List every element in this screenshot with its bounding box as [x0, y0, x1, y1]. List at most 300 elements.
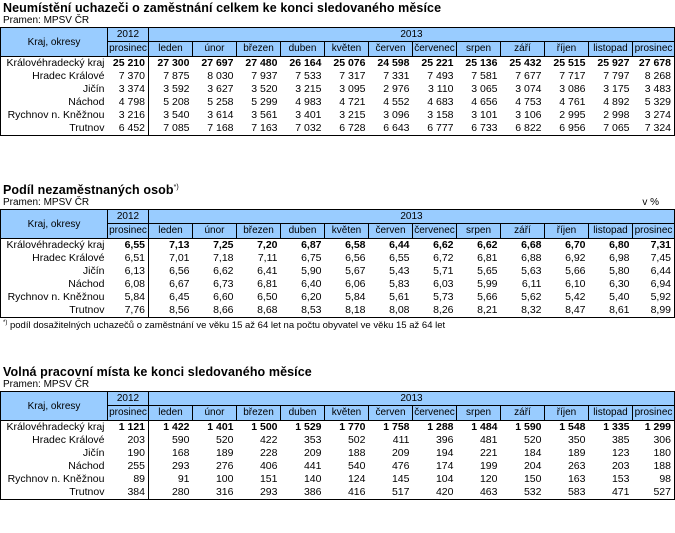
table-section-vacancies	[0, 365, 673, 500]
table-cell: 7,25	[193, 239, 237, 253]
table-cell: 163	[567, 473, 586, 485]
header-month: březen	[237, 406, 281, 421]
header-month: listopad	[589, 42, 633, 57]
table-cell: 5,99	[477, 278, 498, 291]
table-cell: 25 136	[457, 57, 501, 71]
table-cell: 1 401	[193, 421, 237, 435]
table-cell: 1 299	[633, 421, 675, 435]
table-cell: 6,81	[257, 278, 278, 291]
row-label: Královéhradecký kraj	[1, 421, 108, 435]
table-cell: 25 515	[545, 57, 589, 71]
source-text: Pramen: MPSV ČR	[3, 197, 90, 209]
row-label: Hradec Králové	[1, 434, 108, 447]
table-cell: 27 300	[149, 57, 193, 71]
table-cell: 1 288	[413, 421, 457, 435]
table-cell: 203	[108, 434, 149, 447]
table-cell: 385	[611, 434, 630, 446]
table-cell: 6,92	[565, 252, 586, 265]
table-cell: 7 581	[471, 70, 498, 82]
table-cell: 209	[391, 447, 410, 459]
table-cell: 6,50	[257, 291, 278, 304]
table-cell: 8,32	[501, 304, 545, 318]
table-cell: 188	[347, 447, 366, 459]
table-cell: 411	[392, 434, 410, 446]
table-cell: 6,88	[521, 252, 542, 265]
table-cell: 3 592	[163, 83, 190, 95]
table-cell: 3 374	[108, 83, 149, 96]
table-cell: 6 643	[369, 122, 413, 136]
table-cell: 7 324	[633, 122, 675, 136]
table-row	[1, 122, 675, 136]
table-cell: 7,76	[108, 304, 149, 318]
table-cell: 3 215	[339, 109, 366, 121]
table-cell: 4 683	[427, 96, 454, 108]
table-row	[1, 265, 675, 278]
header-year-2012: 2012	[108, 392, 149, 406]
table-row	[1, 460, 675, 473]
table-cell: 6,13	[108, 265, 149, 278]
table-row	[1, 434, 675, 447]
header-month: květen	[325, 224, 369, 239]
table-cell: 384	[108, 486, 149, 500]
source-line	[0, 15, 665, 27]
table-cell: 6,30	[609, 278, 630, 291]
table-cell: 3 614	[207, 109, 234, 121]
header-month: únor	[193, 42, 237, 57]
header-month: únor	[193, 224, 237, 239]
row-label: Náchod	[1, 278, 108, 291]
header-year-2013: 2013	[149, 392, 675, 406]
header-row-years	[1, 210, 675, 224]
header-year-2012: 2012	[108, 210, 149, 224]
header-month: duben	[281, 224, 325, 239]
table-cell: 221	[479, 447, 498, 459]
table-cell: 5,65	[477, 265, 498, 278]
table-cell: 6 777	[413, 122, 457, 136]
table-row	[1, 83, 675, 96]
table-cell: 7 163	[237, 122, 281, 136]
header-month: březen	[237, 224, 281, 239]
table-cell: 4 552	[383, 96, 410, 108]
table-cell: 5,71	[433, 265, 454, 278]
table-cell: 7,13	[149, 239, 193, 253]
table-cell: 5,66	[565, 265, 586, 278]
table-cell: 6,60	[213, 291, 234, 304]
table-cell: 7 797	[603, 70, 630, 82]
table-cell: 6,06	[345, 278, 366, 291]
table-row	[1, 252, 675, 265]
table-cell: 263	[567, 460, 586, 472]
table-cell: 7 168	[193, 122, 237, 136]
table-cell: 255	[108, 460, 149, 473]
table-cell: 5,84	[345, 291, 366, 304]
table-cell: 4 798	[108, 96, 149, 109]
table-cell: 4 656	[471, 96, 498, 108]
table-cell: 7 493	[427, 70, 454, 82]
table-cell: 140	[303, 473, 322, 485]
table-cell: 6,62	[413, 239, 457, 253]
table-cell: 6,56	[169, 265, 190, 278]
table-cell: 4 892	[603, 96, 630, 108]
table-title	[0, 181, 665, 197]
table-cell: 123	[611, 447, 630, 459]
table-cell: 6,80	[589, 239, 633, 253]
table-cell: 209	[303, 447, 322, 459]
table-cell: 6,67	[169, 278, 190, 291]
table-cell: 25 927	[589, 57, 633, 71]
row-label: Náchod	[1, 460, 108, 473]
table-row	[1, 447, 675, 460]
table-cell: 7 085	[149, 122, 193, 136]
table-cell: 3 561	[251, 109, 278, 121]
table-section-unemployed	[0, 1, 673, 136]
table-cell: 4 983	[295, 96, 322, 108]
table-cell: 6,10	[565, 278, 586, 291]
table-cell: 8,53	[281, 304, 325, 318]
table-cell: 7 937	[251, 70, 278, 82]
table-cell: 3 216	[108, 109, 149, 122]
header-region: Kraj, okresy	[1, 210, 108, 239]
table-cell: 168	[171, 447, 190, 459]
table-cell: 8 030	[207, 70, 234, 82]
table-cell: 4 721	[339, 96, 366, 108]
table-cell: 517	[369, 486, 413, 500]
header-month: duben	[281, 42, 325, 57]
row-label: Hradec Králové	[1, 70, 108, 83]
header-month: leden	[149, 406, 193, 421]
header-month: březen	[237, 42, 281, 57]
header-month: listopad	[589, 224, 633, 239]
table-cell: 6,41	[257, 265, 278, 278]
table-cell: 3 096	[383, 109, 410, 121]
table-cell: 590	[171, 434, 190, 446]
table-cell: 8,47	[545, 304, 589, 318]
row-label: Náchod	[1, 96, 108, 109]
table-cell: 194	[435, 447, 454, 459]
table-cell: 2 995	[559, 109, 586, 121]
table-cell: 280	[149, 486, 193, 500]
unit-label: v %	[642, 197, 659, 209]
table-cell: 203	[611, 460, 630, 472]
row-label: Rychnov n. Kněžnou	[1, 473, 108, 486]
table-cell: 1 335	[589, 421, 633, 435]
table-cell: 89	[108, 473, 149, 486]
table-cell: 26 164	[281, 57, 325, 71]
header-month: září	[501, 224, 545, 239]
table-cell: 386	[281, 486, 325, 500]
row-label: Trutnov	[1, 486, 108, 500]
header-month: září	[501, 42, 545, 57]
table-cell: 3 401	[295, 109, 322, 121]
row-label: Hradec Králové	[1, 252, 108, 265]
table-cell: 5,63	[521, 265, 542, 278]
table-cell: 3 483	[633, 83, 675, 96]
table-cell: 6,44	[633, 265, 675, 278]
source-line	[0, 379, 665, 391]
table-cell: 5 299	[251, 96, 278, 108]
table-cell: 6,51	[108, 252, 149, 265]
header-month: červen	[369, 42, 413, 57]
table-cell: 6,62	[213, 265, 234, 278]
table-cell: 6,70	[545, 239, 589, 253]
table-cell: 7 032	[281, 122, 325, 136]
table-cell: 6,94	[633, 278, 675, 291]
table-cell: 5,40	[609, 291, 630, 304]
table-cell: 6,58	[325, 239, 369, 253]
table-cell: 190	[108, 447, 149, 460]
source-line	[0, 197, 665, 209]
table-cell: 188	[633, 460, 675, 473]
table-cell: 441	[303, 460, 322, 472]
table-row	[1, 109, 675, 122]
header-month: červenec	[413, 42, 457, 57]
table-cell: 6 733	[457, 122, 501, 136]
table-cell: 27 480	[237, 57, 281, 71]
table-row	[1, 486, 675, 500]
header-year-2013: 2013	[149, 28, 675, 42]
table-cell: 25 210	[108, 57, 149, 71]
table-cell: 276	[215, 460, 234, 472]
table-cell: 27 678	[633, 57, 675, 71]
table-cell: 4 753	[515, 96, 542, 108]
table-cell: 3 086	[559, 83, 586, 95]
table-cell: 199	[479, 460, 498, 472]
table-cell: 5 258	[207, 96, 234, 108]
table-cell: 4 761	[559, 96, 586, 108]
table-cell: 5,66	[477, 291, 498, 304]
table-cell: 6,03	[433, 278, 454, 291]
row-label: Rychnov n. Kněžnou	[1, 109, 108, 122]
title-footnote-mark: *)	[173, 184, 179, 191]
total-row	[1, 57, 675, 71]
total-row	[1, 421, 675, 435]
source-text: Pramen: MPSV ČR	[3, 15, 90, 26]
table-cell: 3 101	[471, 109, 498, 121]
table-cell: 502	[347, 434, 366, 446]
table-cell: 3 215	[295, 83, 322, 95]
table-cell: 6,45	[169, 291, 190, 304]
table-cell: 3 175	[603, 83, 630, 95]
header-month: srpen	[457, 224, 501, 239]
table-cell: 6,98	[609, 252, 630, 265]
header-month: srpen	[457, 406, 501, 421]
row-label: Královéhradecký kraj	[1, 239, 108, 253]
table-cell: 5,62	[521, 291, 542, 304]
table-cell: 306	[633, 434, 675, 447]
table-cell: 8,61	[589, 304, 633, 318]
table-cell: 3 095	[339, 83, 366, 95]
total-row	[1, 239, 675, 253]
table-cell: 6,73	[213, 278, 234, 291]
header-month: říjen	[545, 42, 589, 57]
table-cell: 583	[545, 486, 589, 500]
table-cell: 104	[435, 473, 454, 485]
table-cell: 6,55	[108, 239, 149, 253]
data-table	[0, 391, 675, 500]
row-label: Trutnov	[1, 304, 108, 318]
table-cell: 7 065	[589, 122, 633, 136]
header-month: leden	[149, 224, 193, 239]
table-cell: 6 728	[325, 122, 369, 136]
header-region: Kraj, okresy	[1, 28, 108, 57]
table-cell: 420	[413, 486, 457, 500]
table-cell: 520	[523, 434, 542, 446]
table-cell: 25 432	[501, 57, 545, 71]
table-cell: 174	[435, 460, 454, 472]
footnote-text: podíl dosažitelných uchazečů o zaměstnání ve věku 15 až 64 let na počtu obyvatel ve věku 15 až 64 let	[9, 320, 446, 332]
header-month: srpen	[457, 42, 501, 57]
header-row-years	[1, 392, 675, 406]
table-cell: 1 500	[237, 421, 281, 435]
footnote-mark: *)	[3, 320, 8, 327]
table-cell: 3 627	[207, 83, 234, 95]
table-cell: 7 677	[515, 70, 542, 82]
row-label: Rychnov n. Kněžnou	[1, 291, 108, 304]
table-cell: 8,68	[237, 304, 281, 318]
table-cell: 6,11	[521, 278, 542, 291]
row-label: Jičín	[1, 447, 108, 460]
table-cell: 353	[303, 434, 322, 446]
table-cell: 1 121	[108, 421, 149, 435]
table-cell: 8,08	[369, 304, 413, 318]
header-year-2012: 2012	[108, 28, 149, 42]
table-cell: 416	[325, 486, 369, 500]
table-cell: 6,55	[389, 252, 410, 265]
table-cell: 204	[523, 460, 542, 472]
table-cell: 1 484	[457, 421, 501, 435]
table-cell: 7,11	[257, 252, 278, 265]
table-cell: 7 717	[559, 70, 586, 82]
table-cell: 3 274	[633, 109, 675, 122]
table-row	[1, 291, 675, 304]
table-cell: 8,21	[457, 304, 501, 318]
table-title-text: Podíl nezaměstnaných osob	[3, 183, 174, 198]
table-cell: 5,92	[633, 291, 675, 304]
table-cell: 151	[259, 473, 278, 485]
table-row	[1, 304, 675, 318]
table-title	[0, 1, 665, 15]
table-cell: 189	[215, 447, 234, 459]
footnote	[0, 318, 665, 331]
table-cell: 5,42	[565, 291, 586, 304]
table-cell: 6,08	[108, 278, 149, 291]
table-cell: 8,66	[193, 304, 237, 318]
table-cell: 2 998	[603, 109, 630, 121]
table-cell: 6,72	[433, 252, 454, 265]
data-table	[0, 27, 675, 136]
row-label: Jičín	[1, 265, 108, 278]
table-cell: 5,84	[108, 291, 149, 304]
table-cell: 7 331	[383, 70, 410, 82]
header-month: prosinec	[108, 224, 149, 239]
table-cell: 406	[259, 460, 278, 472]
header-month: prosinec	[633, 224, 675, 239]
table-cell: 189	[567, 447, 586, 459]
table-cell: 25 076	[325, 57, 369, 71]
table-cell: 1 590	[501, 421, 545, 435]
table-cell: 7,01	[169, 252, 190, 265]
table-cell: 3 065	[471, 83, 498, 95]
table-cell: 120	[479, 473, 498, 485]
table-cell: 1 529	[281, 421, 325, 435]
table-cell: 7,20	[237, 239, 281, 253]
table-cell: 5,73	[433, 291, 454, 304]
table-cell: 3 110	[428, 83, 454, 95]
table-cell: 184	[523, 447, 542, 459]
table-row	[1, 278, 675, 291]
source-text: Pramen: MPSV ČR	[3, 379, 90, 390]
table-cell: 3 158	[427, 109, 454, 121]
table-cell: 6,75	[301, 252, 322, 265]
header-month: červen	[369, 406, 413, 421]
table-cell: 350	[567, 434, 586, 446]
table-row	[1, 96, 675, 109]
table-cell: 527	[633, 486, 675, 500]
table-cell: 7,18	[213, 252, 234, 265]
table-cell: 1 422	[149, 421, 193, 435]
table-cell: 6,81	[477, 252, 498, 265]
table-cell: 6 956	[545, 122, 589, 136]
table-cell: 532	[501, 486, 545, 500]
header-month: červenec	[413, 224, 457, 239]
table-cell: 98	[633, 473, 675, 486]
table-cell: 180	[633, 447, 675, 460]
header-year-2013: 2013	[149, 210, 675, 224]
header-month: říjen	[545, 406, 589, 421]
header-month: prosinec	[108, 406, 149, 421]
header-month: prosinec	[108, 42, 149, 57]
table-cell: 228	[259, 447, 278, 459]
table-title-text: Volná pracovní místa ke konci sledovaného měsíce	[3, 365, 312, 379]
table-cell: 7 370	[108, 70, 149, 83]
header-month: září	[501, 406, 545, 421]
table-cell: 471	[589, 486, 633, 500]
header-month: listopad	[589, 406, 633, 421]
table-cell: 5,90	[301, 265, 322, 278]
table-cell: 6,20	[301, 291, 322, 304]
header-month: červenec	[413, 406, 457, 421]
table-row	[1, 70, 675, 83]
table-cell: 7,45	[633, 252, 675, 265]
table-cell: 2 976	[383, 83, 410, 95]
table-cell: 7 317	[339, 70, 366, 82]
table-cell: 8,56	[149, 304, 193, 318]
table-cell: 520	[215, 434, 234, 446]
header-row-years	[1, 28, 675, 42]
table-cell: 124	[347, 473, 366, 485]
table-cell: 5 329	[633, 96, 675, 109]
table-cell: 6,87	[281, 239, 325, 253]
table-cell: 6,56	[345, 252, 366, 265]
header-month: květen	[325, 42, 369, 57]
table-cell: 422	[259, 434, 278, 446]
table-cell: 7 533	[295, 70, 322, 82]
table-cell: 6 452	[108, 122, 149, 136]
table-cell: 481	[479, 434, 498, 446]
table-cell: 5,80	[609, 265, 630, 278]
header-month: prosinec	[633, 42, 675, 57]
table-cell: 293	[171, 460, 190, 472]
table-cell: 540	[347, 460, 366, 472]
header-month: únor	[193, 406, 237, 421]
table-cell: 27 697	[193, 57, 237, 71]
table-cell: 100	[215, 473, 234, 485]
table-cell: 6,68	[501, 239, 545, 253]
header-month: prosinec	[633, 406, 675, 421]
table-cell: 6 822	[501, 122, 545, 136]
table-cell: 153	[611, 473, 630, 485]
table-cell: 25 221	[413, 57, 457, 71]
